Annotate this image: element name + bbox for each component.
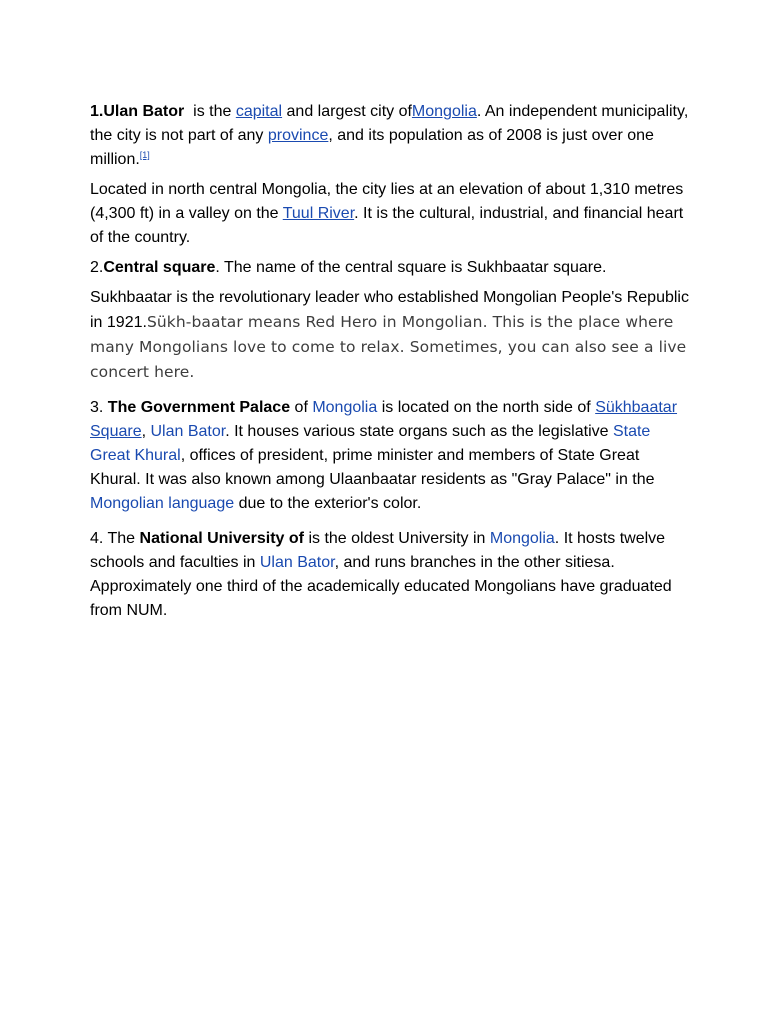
red-hero-text: Sükh-baatar means Red Hero in Mongolian. This is the place where many Mongolians love to come to relax. Sometimes, you can also see a live concert here. <box>90 313 687 381</box>
link-ulan-bator-2[interactable]: Ulan Bator <box>259 554 335 571</box>
link-ulan-bator[interactable]: Ulan Bator <box>150 423 226 440</box>
link-state-great-khural[interactable]: State Great Khural <box>90 423 651 464</box>
paragraph-government-palace: 3. The Government Palace of Mongolia is located on the north side of Sükhbaatar Square, Ulan Bator. It houses various state organs such as the legislative State Great Khural, offices of president, prime minister and members of State Great Khural. It was also known among Ulaanbaatar residents as "Gray Palace" in the Mongolian language due to the exterior's color. <box>90 399 678 512</box>
paragraph-central-square: 2.Central square. The name of the central square is Sukhbaatar square. <box>90 259 607 276</box>
heading-ulan-bator: 1.Ulan Bator <box>90 103 185 120</box>
paragraph-ulan-bator: 1.Ulan Bator is the capital and largest city ofMongolia. An independent municipality, the city is not part of any province, and its population as of 2008 is just over one million.[1] <box>90 103 689 168</box>
paragraph-sukhbaatar: Sukhbaatar is the revolutionary leader who established Mongolian People's Republic in 1921.Sükh-baatar means Red Hero in Mongolian. This is the place where many Mongolians love to come to relax. Sometimes, you can also see a live concert here. <box>90 289 689 381</box>
link-capital[interactable]: capital <box>235 103 283 120</box>
heading-government-palace: The Government Palace <box>107 399 291 416</box>
document-page <box>90 100 690 629</box>
link-mongolia-3[interactable]: Mongolia <box>489 530 555 547</box>
paragraph-national-university: 4. The National University of is the oldest University in Mongolia. It hosts twelve schools and faculties in Ulan Bator, and runs branches in the other sitiesa. Approximately one third of the academically educated Mongolians have graduated from NUM. <box>90 530 672 619</box>
paragraph-location: Located in north central Mongolia, the city lies at an elevation of about 1,310 metres (4,300 ft) in a valley on the Tuul River. It is the cultural, industrial, and financial heart of the country. <box>90 181 684 246</box>
link-province[interactable]: province <box>267 127 329 144</box>
link-mongolia[interactable]: Mongolia <box>411 103 477 120</box>
heading-central-square: Central square <box>103 259 216 276</box>
link-mongolia-2[interactable]: Mongolia <box>312 399 378 416</box>
link-sukhbaatar-square[interactable]: Sükhbaatar Square <box>90 399 678 440</box>
link-mongolian-language[interactable]: Mongolian language <box>90 495 235 512</box>
heading-national-university: National University of <box>139 530 304 547</box>
link-tuul-river[interactable]: Tuul River <box>282 205 355 222</box>
reference-link-1[interactable]: [1] <box>139 150 150 160</box>
